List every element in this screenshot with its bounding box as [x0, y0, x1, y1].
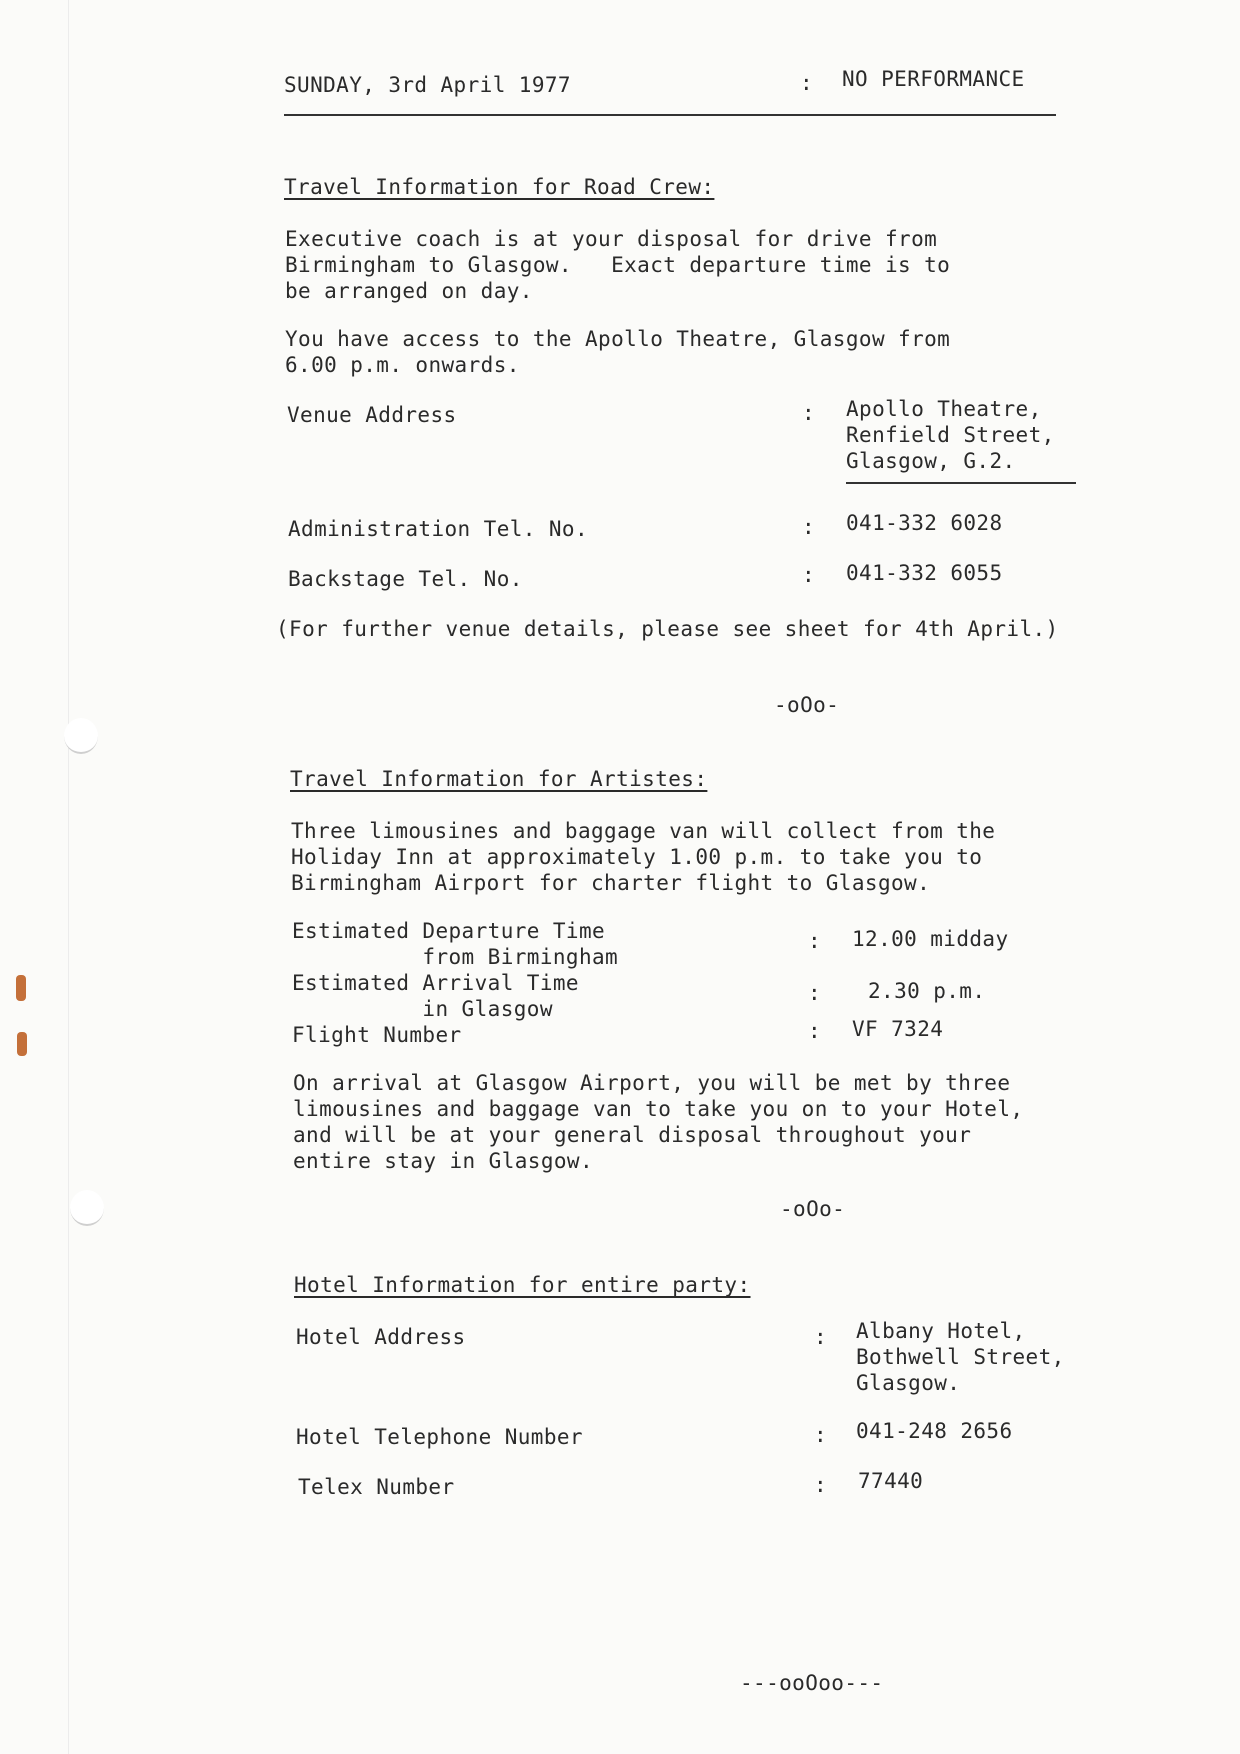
venue-address-colon: :	[802, 401, 816, 425]
telex-colon: :	[814, 1473, 828, 1497]
artistes-para2-line3: and will be at your general disposal throughout your	[293, 1123, 972, 1147]
footer-separator: ---ooOoo---	[740, 1671, 884, 1695]
artistes-para1-line1: Three limousines and baggage van will collect from the	[291, 819, 996, 843]
venue-address-label: Venue Address	[287, 403, 457, 427]
backstage-tel-value: 041-332 6055	[846, 561, 1003, 585]
admin-tel-label: Administration Tel. No.	[288, 517, 588, 541]
admin-tel-value: 041-332 6028	[846, 511, 1003, 535]
hotel-heading: Hotel Information for entire party:	[294, 1273, 751, 1297]
road-crew-para2-line1: You have access to the Apollo Theatre, Glasgow from	[285, 327, 951, 351]
venue-address-line1: Apollo Theatre,	[846, 397, 1042, 421]
departure-label-line1: Estimated Departure Time	[292, 919, 606, 943]
hotel-address-line2: Bothwell Street,	[856, 1345, 1065, 1369]
flight-number-colon: :	[808, 1019, 822, 1043]
venue-address-line2: Renfield Street,	[846, 423, 1055, 447]
telex-label: Telex Number	[298, 1475, 455, 1499]
artistes-para2-line2: limousines and baggage van to take you on to your Hotel,	[293, 1097, 1024, 1121]
hotel-phone-label: Hotel Telephone Number	[296, 1425, 583, 1449]
departure-colon: :	[808, 929, 822, 953]
artistes-para2-line1: On arrival at Glasgow Airport, you will be met by three	[293, 1071, 1011, 1095]
punch-hole-bottom	[70, 1190, 104, 1226]
header-date: SUNDAY, 3rd April 1977	[284, 73, 571, 97]
arrival-label-line1: Estimated Arrival Time	[292, 971, 579, 995]
admin-tel-colon: :	[802, 515, 816, 539]
header-rule	[284, 114, 1056, 116]
venue-address-rule	[846, 482, 1076, 484]
road-crew-heading: Travel Information for Road Crew:	[284, 175, 715, 199]
hotel-address-colon: :	[814, 1325, 828, 1349]
road-crew-para2-line2: 6.00 p.m. onwards.	[285, 353, 520, 377]
artistes-para1-line2: Holiday Inn at approximately 1.00 p.m. to take you to	[291, 845, 983, 869]
arrival-label-line2: in Glasgow	[292, 997, 553, 1021]
road-crew-para1-line1: Executive coach is at your disposal for drive from	[285, 227, 938, 251]
artistes-para2-line4: entire stay in Glasgow.	[293, 1149, 593, 1173]
arrival-colon: :	[808, 981, 822, 1005]
page-margin-shadow	[68, 0, 69, 1754]
punch-hole-top	[64, 718, 98, 754]
road-crew-para1-line2: Birmingham to Glasgow. Exact departure time is to	[285, 253, 951, 277]
venue-details-note: (For further venue details, please see sheet for 4th April.)	[276, 617, 1059, 641]
artistes-para1-line3: Birmingham Airport for charter flight to Glasgow.	[291, 871, 931, 895]
flight-number-label: Flight Number	[292, 1023, 462, 1047]
telex-value: 77440	[858, 1469, 924, 1493]
hotel-address-line3: Glasgow.	[856, 1371, 961, 1395]
backstage-tel-colon: :	[802, 563, 816, 587]
departure-label-line2: from Birmingham	[292, 945, 619, 969]
hotel-phone-value: 041-248 2656	[856, 1419, 1013, 1443]
rust-stain-bottom	[17, 1032, 27, 1056]
departure-value: 12.00 midday	[852, 927, 1009, 951]
hotel-phone-colon: :	[814, 1423, 828, 1447]
venue-address-line3: Glasgow, G.2.	[846, 449, 1016, 473]
section-separator-2: -oOo-	[780, 1197, 846, 1221]
backstage-tel-label: Backstage Tel. No.	[288, 567, 523, 591]
hotel-address-label: Hotel Address	[296, 1325, 466, 1349]
road-crew-para1-line3: be arranged on day.	[285, 279, 533, 303]
artistes-heading: Travel Information for Artistes:	[290, 767, 708, 791]
section-separator-1: -oOo-	[774, 693, 840, 717]
header-status: NO PERFORMANCE	[842, 67, 1025, 91]
arrival-value: 2.30 p.m.	[868, 979, 986, 1003]
header-colon: :	[800, 71, 814, 95]
hotel-address-line1: Albany Hotel,	[856, 1319, 1026, 1343]
flight-number-value: VF 7324	[852, 1017, 944, 1041]
rust-stain-top	[16, 975, 26, 1001]
